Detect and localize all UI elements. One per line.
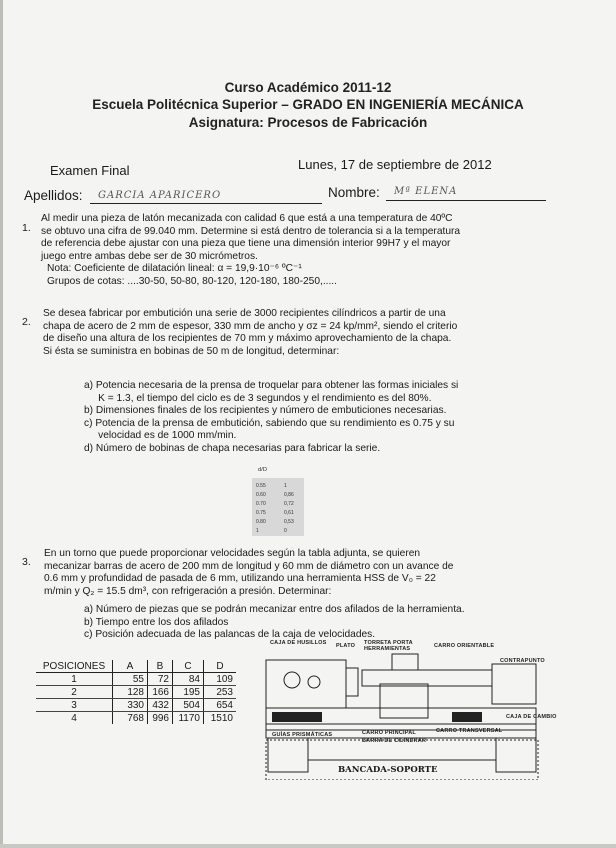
label-carro-transversal: CARRO TRANSVERSAL <box>436 728 503 734</box>
grid-cell: 1 <box>284 483 287 489</box>
table-cell: 109 <box>204 673 237 686</box>
table-cell: 996 <box>148 712 173 725</box>
q2-item-c: c) Potencia de la prensa de embutición, sabiendo que su rendimiento es 0.75 y su <box>84 417 455 429</box>
grid-cell: 0.55 <box>256 483 266 489</box>
q2-line: Si ésta se suministra en bobinas de 50 m de longitud, determinar: <box>43 345 340 357</box>
table-cell: 195 <box>173 686 204 699</box>
q1-number: 1. <box>22 222 31 234</box>
table-header-cell: A <box>113 660 148 673</box>
table-row <box>36 699 236 712</box>
q1-groups: Grupos de cotas: ....30-50, 50-80, 80-120, 120-180, 180-250,..... <box>47 275 337 287</box>
q2-items <box>84 380 458 456</box>
table-row <box>36 673 236 686</box>
spindle-gear-shape <box>284 672 300 688</box>
surname-line <box>90 203 322 204</box>
q2-item-d: d) Número de bobinas de chapa necesarias para fabricar la serie. <box>84 442 381 454</box>
table-cell: 432 <box>148 699 173 712</box>
table-cell: 1170 <box>173 712 204 725</box>
grid-cell: 0.80 <box>256 519 266 525</box>
grid-cell: 0,53 <box>284 519 294 525</box>
table-cell: 3 <box>36 699 113 712</box>
q1-line: Al medir una pieza de latón mecanizada con calidad 6 que está a una temperatura de 40ºC <box>41 213 453 224</box>
q1-line: se obtuvo una cifra de 99.040 mm. Determine si está dentro de tolerancia si a la temperatura <box>41 225 461 237</box>
q3-line: m/min y Q₂ = 15.5 dm³, con refrigeración a presión. Determinar: <box>44 585 332 597</box>
grid-cell: 1 <box>256 528 259 534</box>
q3-number: 3. <box>22 556 31 568</box>
chuck-shape <box>346 668 358 696</box>
embuticion-table <box>252 478 304 536</box>
table-cell: 55 <box>113 673 148 686</box>
speed-table <box>36 660 236 724</box>
base-right-shape <box>496 738 536 772</box>
base-left-shape <box>268 738 308 772</box>
q1-note: Nota: Coeficiente de dilatación lineal: α = 19,9·10⁻⁶ ºC⁻¹ <box>47 263 302 275</box>
q3-line: En un torno que puede proporcionar velocidades según la tabla adjunta, se quieren <box>44 548 421 559</box>
tailstock-shape <box>492 664 536 704</box>
question-1 <box>41 213 460 289</box>
table-cell: 84 <box>173 673 204 686</box>
grid-cell: 0.75 <box>256 510 266 516</box>
table-header-cell: D <box>204 660 237 673</box>
grid-cell: 0,86 <box>284 492 294 498</box>
headstock-shape <box>266 660 346 708</box>
school-degree: Escuela Politécnica Superior – GRADO EN INGENIERÍA MECÁNICA <box>92 97 524 112</box>
table-cell: 166 <box>148 686 173 699</box>
label-bancada: BANCADA-SOPORTE <box>338 765 438 775</box>
table-cell: 128 <box>113 686 148 699</box>
table-cell: 72 <box>148 673 173 686</box>
table-cell: 504 <box>173 699 204 712</box>
course-year: Curso Académico 2011-12 <box>224 80 392 95</box>
saddle-shape <box>380 684 428 718</box>
label-caja-cambio: CAJA DE CAMBIO <box>506 714 557 720</box>
feed-box-shape <box>452 712 482 722</box>
q2-line: de diseño una altura de los recipientes de 70 mm y máximo aprovechamiento de la chapa. <box>43 333 452 345</box>
exam-date: Lunes, 17 de septiembre de 2012 <box>298 157 492 172</box>
table-cell: 1 <box>36 673 113 686</box>
label-barra-cilindrar: BARRA DE CILINDRAR <box>362 738 427 744</box>
label-caja-husillos: CAJA DE HUSILLOS <box>270 640 327 646</box>
table-header-cell: POSICIONES <box>36 660 113 673</box>
table-row <box>36 686 236 699</box>
speed-lever-shape <box>308 676 320 688</box>
q2-line: chapa de acero de 2 mm de espesor, 330 mm de ancho y σz = 24 kp/mm², siendo el criterio <box>43 320 458 332</box>
surname-label: Apellidos: <box>24 188 83 203</box>
grid-cell: 0 <box>284 528 287 534</box>
label-plato: PLATO <box>336 643 356 649</box>
table-cell: 1510 <box>210 712 233 724</box>
grid-cell: 0.60 <box>256 492 266 498</box>
grid-cell: 0,61 <box>284 510 294 516</box>
label-carro-orientable: CARRO ORIENTABLE <box>434 643 495 649</box>
name-line <box>386 200 546 201</box>
q2-number: 2. <box>22 316 31 328</box>
table-header-row <box>36 660 236 673</box>
table-cell: 330 <box>113 699 148 712</box>
exam-title: Examen Final <box>50 163 130 178</box>
scan-edge-bottom <box>0 844 616 848</box>
label-guias: GUÍAS PRISMÁTICAS <box>272 732 333 738</box>
q2-item-c-cont: velocidad es de 1000 mm/min. <box>84 430 237 442</box>
q2-item-a-cont: K = 1.3, el tiempo del ciclo es de 3 segundos y el rendimiento es del 80%. <box>84 392 432 404</box>
tool-turret-shape <box>392 654 418 670</box>
q1-line: juego entre ambas debe ser de 30 micrómetros. <box>41 250 258 262</box>
name-label: Nombre: <box>328 185 380 200</box>
q2-line: Se desea fabricar por embutición una serie de 3000 recipientes cilíndricos a partir de una <box>43 308 446 319</box>
gearbox-shape <box>272 712 322 722</box>
question-2 <box>43 308 457 358</box>
q3-items <box>84 604 465 642</box>
subject: Asignatura: Procesos de Fabricación <box>188 115 428 130</box>
grid-cell: 0,72 <box>284 501 294 507</box>
surname-handwritten: GARCIA APARICERO <box>98 190 222 201</box>
q1-line: de referencia debe ajustar con una pieza que tiene una dimensión interior 99H7 y el mayor <box>41 238 451 250</box>
table-cell: 768 <box>113 712 148 725</box>
grid-header: d/D <box>258 467 268 473</box>
q3-line: 0.6 mm y profundidad de pasada de 6 mm, utilizando una herramienta HSS de V₀ = 22 <box>44 573 436 585</box>
table-cell: 654 <box>204 699 237 712</box>
name-handwritten: Mª ELENA <box>394 186 458 197</box>
table-row <box>36 712 236 725</box>
table-header-cell: C <box>173 660 204 673</box>
question-3 <box>44 548 453 598</box>
table-header-cell: B <box>148 660 173 673</box>
q3-line: mecanizar barras de acero de 200 mm de longitud y 60 mm de diámetro con un avance de <box>44 560 454 572</box>
label-contrapunto: CONTRAPUNTO <box>500 658 545 664</box>
q3-item-c: c) Posición adecuada de las palancas de la caja de velocidades. <box>84 629 376 641</box>
q3-item-a: a) Número de piezas que se podrán mecanizar entre dos afilados de la herramienta. <box>84 604 465 615</box>
grid-cell: 0.70 <box>256 501 266 507</box>
q2-item-b: b) Dimensiones finales de los recipientes y número de embuticiones necesarias. <box>84 405 447 417</box>
label-torreta: TORRETA PORTA HERRAMIENTAS <box>364 640 413 652</box>
table-cell: 4 <box>36 712 113 725</box>
table-cell: 2 <box>36 686 113 699</box>
label-carro-principal: CARRO PRINCIPAL <box>362 730 416 736</box>
table-cell: 253 <box>204 686 237 699</box>
q3-item-b: b) Tiempo entre los dos afilados <box>84 616 229 628</box>
q2-item-a: a) Potencia necesaria de la prensa de troquelar para obtener las formas iniciales si <box>84 380 459 391</box>
